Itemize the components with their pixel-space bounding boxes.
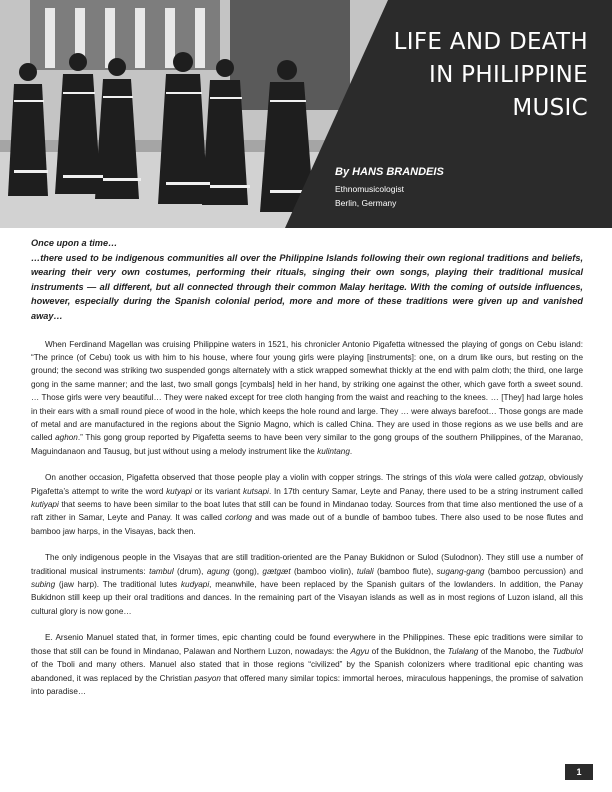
text-run: The only indigenous people in the Visayas that are still tradition-oriented are the Panay Bukidnon or Sulod (Sulodnon). They still use a number of traditional musical instruments: (31, 553, 583, 576)
page-number: 1 (565, 764, 593, 780)
text-run: (gong), (229, 566, 263, 576)
italic-term: tulali (356, 566, 374, 576)
intro-text: …there used to be indigenous communities all over the Philippine Islands following their own regional traditions and beliefs, wearing their very own costumes, performing their rituals, singing their own songs, playing their traditional musical instruments — all different, but all connected through their common Malay heritage. With the coming of outside influences, however, especially during the Spanish colonial period, more and more of these traditions were given up and vanished away… (31, 252, 583, 321)
text-run: (drum), (173, 566, 207, 576)
italic-term: tambul (149, 566, 174, 576)
text-run: that offered many similar topics: immortal heroes, miraculous happenings, the promise of salvation into paradise… (31, 673, 583, 696)
text-run: On another occasion, Pigafetta observed that those people play a violin with copper strings. The strings of this (45, 473, 455, 483)
italic-term: pasyon (194, 673, 221, 683)
text-run: (jaw harp). The traditional lutes (55, 580, 181, 590)
italic-term: gotzap (519, 473, 544, 483)
italic-term: kutsapi (243, 486, 269, 496)
body-paragraph (31, 631, 583, 698)
italic-term: kudyapi (180, 580, 210, 590)
text-run: When Ferdinand Magellan was cruising Philippine waters in 1521, his chronicler Antonio Pigafetta witnessed the playing of gongs on Cebu island: “The prince (of Cebu) took us with him to his house, where four young girls were playing [instruments]: one, on a drum like ours, but resting on the ground; the second was striking two suspended gongs alternately with a stick wrapped somewhat thickly at the end with palm cloth; the third, one large gong in the same manner; and the last, two small gongs [cymbals] held in her hand, by striking one against the other, which gave forth a sweet sound. … Those girls were very beautiful… They were naked except for tree cloth hanging from the waist and reaching to the knees. … [They] had large holes in their ears with a small round piece of wood in the hole, which keeps the hole round and large. They … were always barefoot… Those gongs are made of metal and are manufactured in the regions about the Signio Magno, which is called China. They are used in those regions as we use bells and are called (31, 339, 583, 443)
italic-term: sugang-gang (436, 566, 485, 576)
text-run: were called (471, 473, 520, 483)
italic-term: subing (31, 580, 56, 590)
header-banner (0, 0, 612, 228)
italic-term: Tudbulol (552, 646, 583, 656)
intro-lead: Once upon a time… (31, 238, 118, 248)
author-location: Berlin, Germany (335, 198, 397, 208)
italic-term: Tulalang (447, 646, 479, 656)
text-run: . In 17th century Samar, Leyte and Panay, there used to be a string instrument called (268, 486, 583, 496)
author-name: By HANS BRANDEIS (335, 166, 444, 178)
italic-term: kutiyapi (31, 500, 59, 510)
text-run: , meanwhile, have been replaced by the Spanish guitars of the lowlanders. In addition, the Panay Bukidnon still keep up their oral traditions and dances. In the remaining part of the Visayan islands as well as in most regions of Luzon island, all this cultural glory is now gone… (31, 580, 583, 616)
title-line-2: IN PHILIPPINE (428, 62, 588, 88)
text-run: of the Tboli and many others. Manuel also stated that in those regions “civilized” by the Spanish colonizers where traditional epic chanting was abandoned, it was replaced by the Christian (31, 660, 583, 683)
body-paragraph (31, 551, 583, 618)
text-run: .” This gong group reported by Pigafetta seems to have been very similar to the gong groups of the southern Philippines, of the Maranao, Maguindanaon and Tausug, but just without using a melody instrument like the (31, 433, 583, 456)
byline (335, 166, 444, 210)
body-paragraph (31, 338, 583, 459)
italic-term: gætgæt (262, 566, 291, 576)
intro-paragraph (31, 236, 583, 324)
text-run: and was made out of a bundle of bamboo tubes. There also used to be nose flutes and bamboo jaw harps, in the Visayas, back then. (31, 513, 584, 536)
text-run: (bamboo flute), (373, 566, 437, 576)
text-run: E. Arsenio Manuel stated that, in former times, epic chanting could be found everywhere in the Philippines. These epic traditions were similar to those that still can be found in Mindanao, Palawan and Northern Luzon, nowadays: the (31, 633, 583, 656)
text-run: , obviously Pigafetta’s attempt to write the word (31, 473, 584, 496)
body-paragraph (31, 471, 583, 538)
text-run: of the Bukidnon, the (369, 646, 448, 656)
italic-term: kulintang (317, 446, 350, 456)
title-line-3: MUSIC (512, 95, 588, 121)
italic-term: agung (206, 566, 230, 576)
author-role: Ethnomusicologist (335, 184, 404, 194)
italic-term: corlong (225, 513, 252, 523)
text-run: . (349, 446, 353, 456)
italic-term: kutyapi (166, 486, 193, 496)
italic-term: viola (454, 473, 472, 483)
italic-term: aghon (55, 433, 78, 443)
article-title (394, 26, 588, 125)
text-run: (bamboo percussion) and (484, 566, 583, 576)
text-run: that seems to have been similar to the boat lutes that still can be found in Mindanao today. Sources from that time also mentioned the use of a raft zither in Samar, Leyte and Panay. It was called (31, 500, 583, 523)
title-line-1: LIFE AND DEATH (393, 29, 588, 55)
text-run: of the Manobo, the (478, 646, 553, 656)
text-run: (bamboo violin), (290, 566, 357, 576)
article-body (31, 236, 583, 711)
text-run: or its variant (192, 486, 244, 496)
italic-term: Agyu (350, 646, 370, 656)
body-paragraphs (31, 338, 583, 699)
